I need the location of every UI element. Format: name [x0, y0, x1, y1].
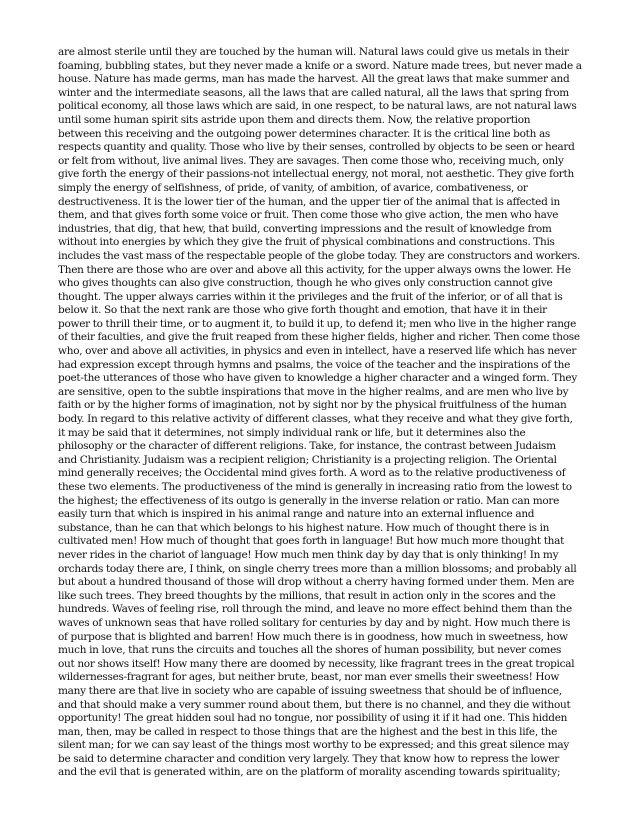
text-line: respects quantity and quality. Those who live by their senses, controlled by objects to be seen or heard	[58, 141, 575, 154]
text-line: power to thrill their time, or to augment it, to build it up, to defend it; men who live in the higher range	[58, 317, 577, 330]
text-line: of their faculties, and give the fruit reaped from these higher fields, higher and richer. Then come those	[58, 331, 580, 344]
text-line: and Christianity. Judaism was a recipient religion; Christianity is a projecting religion. The Oriental	[58, 453, 557, 466]
text-line: or felt from without, live animal lives. They are savages. Then come those who, receiving much, only	[58, 154, 564, 167]
text-line: man, then, may be called in respect to those things that are the highest and the best in this life, the	[58, 725, 558, 738]
text-line: these two elements. The productiveness of the mind is generally in increasing ratio from the lowest to	[58, 481, 572, 493]
text-line: poet-the utterances of those who have given to knowledge a higher character and a winged form. They	[58, 372, 578, 385]
text-line: never rides in the chariot of language! How much men think day by day that is only thinking! In my	[58, 548, 559, 561]
text-line: are sensitive, open to the subtle inspirations that move in the higher realms, and are men who live by	[58, 385, 569, 398]
text-line: out nor shows itself! How many there are doomed by necessity, like fragrant trees in the great tropical	[58, 657, 575, 670]
text-line: house. Nature has made germs, man has made the harvest. All the great laws that make summer and	[58, 73, 570, 86]
text-line: waves of unknown seas that have rolled solitary for centuries by day and by night. How much there is	[58, 616, 571, 629]
text-line: much in love, that runs the circuits and touches all the shores of human possibility, but never comes	[58, 644, 562, 657]
text-line: many there are that live in society who are capable of issuing sweetness that should be of influence,	[58, 684, 562, 697]
text-line: it may be said that it determines, not simply individual rank or life, but it determines also the	[58, 426, 526, 439]
text-line: between this receiving and the outgoing power determines character. It is the critical line both as	[58, 127, 551, 140]
text-line: them, and that gives forth some voice or fruit. Then come those who give action, the men who have	[58, 209, 559, 222]
text-line: who, over and above all activities, in physics and even in intellect, have a reserved life which has never	[58, 345, 577, 358]
text-line: opportunity! The great hidden soul had no tongue, nor possibility of using it if it had one. This hidden	[58, 712, 568, 725]
text-line: like such trees. They breed thoughts by the millions, that result in action only in the scores and the	[58, 589, 556, 602]
text-line: mind generally receives; the Occidental mind gives forth. A word as to the relative productiveness of	[58, 467, 566, 480]
text-line: wildernesses-fragrant for ages, but neither brute, beast, nor man ever smells their sweetness! How	[58, 671, 560, 684]
text-line: substance, than he can that which belongs to his highest nature. How much of thought there is in	[58, 521, 550, 534]
text-line: are almost sterile until they are touched by the human will. Natural laws could give us metals in their	[58, 46, 569, 58]
text-line: easily turn that which is inspired in his animal range and nature into an external influence and	[58, 508, 535, 521]
text-line: foaming, bubbling states, but they never made a knife or a sword. Nature made trees, but never made a	[58, 59, 582, 72]
text-line: the highest; the effectiveness of its outgo is generally in the inverse relation or ratio. Man can more	[58, 494, 560, 507]
text-line: had expression except through hymns and psalms, the voice of the teacher and the inspirations of the	[58, 358, 571, 371]
text-line: philosophy or the character of different religions. Take, for instance, the contrast between Judaism	[58, 440, 556, 453]
text-line: orchards today there are, I think, on single cherry trees more than a million blossoms; and probably all	[58, 562, 577, 575]
text-line: thought. The upper always carries within it the privileges and the fruit of the inferior, or of all that is	[58, 290, 563, 303]
text-line: cultivated men! How much of thought that goes forth in language! But how much more thought that	[58, 535, 565, 548]
text-line: winter and the intermediate seasons, all the laws that are called natural, all the laws that spring from	[58, 86, 569, 99]
text-line: and the evil that is generated within, are on the platform of morality ascending towards spirituality;	[58, 766, 561, 779]
text-line: faith or by the higher forms of imagination, not by sight nor by the physical fruitfulness of the human	[58, 399, 567, 412]
text-line: industries, that dig, that hew, that build, converting impressions and the result of knowledge from	[58, 222, 552, 235]
text-line: of purpose that is blighted and barren! How much there is in goodness, how much in sweetness, how	[58, 630, 568, 643]
text-line: destructiveness. It is the lower tier of the human, and the upper tier of the animal that is affected in	[58, 195, 560, 208]
text-line: silent man; for we can say least of the things most worthy to be expressed; and this great silence may	[58, 739, 570, 752]
text-line: who gives thoughts can also give construction, though he who gives only construction cannot give	[58, 277, 553, 290]
text-line: until some human spirit sits astride upon them and directs them. Now, the relative proportion	[58, 113, 531, 126]
text-line: body. In regard to this relative activity of different classes, what they receive and what they give forth,	[58, 413, 573, 426]
text-line: give forth the energy of their passions-not intellectual energy, not moral, not aesthetic. They give forth	[58, 168, 574, 181]
text-line: Then there are those who are over and above all this activity, for the upper always owns the lower. He	[58, 263, 571, 276]
text-line: but about a hundred thousand of those will drop without a cherry having formed under them. Men are	[58, 576, 575, 589]
document-page	[58, 46, 582, 780]
text-line: be said to determine character and condition very largely. They that know how to repress the lower	[58, 752, 559, 765]
text-line: hundreds. Waves of feeling rise, roll through the mind, and leave no more effect behind them than the	[58, 603, 572, 616]
text-line: political economy, all those laws which are said, in one respect, to be natural laws, are not natural laws	[58, 100, 577, 113]
text-line: without into energies by which they give the fruit of physical combinations and constructions. This	[58, 236, 555, 249]
text-line: below it. So that the next rank are those who give forth thought and emotion, that have it in their	[58, 304, 547, 317]
text-line: and that should make a very summer round about them, but there is no channel, and they die without	[58, 698, 571, 711]
text-line: simply the energy of selfishness, of pride, of vanity, of ambition, of avarice, combativeness, or	[58, 181, 528, 194]
text-line: includes the vast mass of the respectable people of the globe today. They are constructors and workers.	[58, 249, 581, 262]
